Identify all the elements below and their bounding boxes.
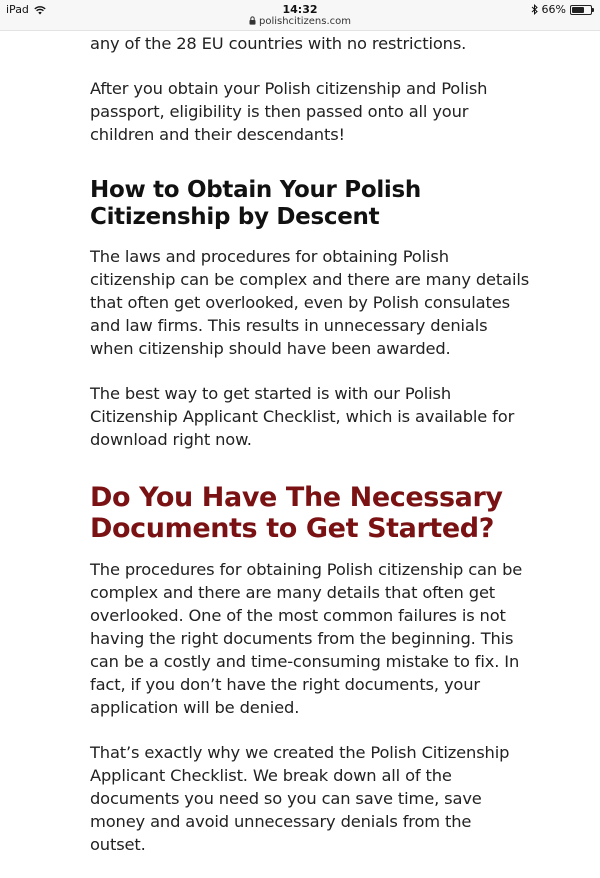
- best-way-paragraph: The best way to get started is with our Polish Citizenship Applicant Checklist, which is available for download right now.: [90, 384, 515, 449]
- url-text: polishcitizens.com: [258, 16, 352, 27]
- checklist-paragraph: That’s exactly why we created the Polish Citizenship Applicant Checklist. We break down all of the documents you need so you can save time, save money and avoid unnecessary denials from the outset.: [90, 743, 510, 854]
- lock-icon: [249, 16, 256, 25]
- device-name: iPad: [6, 3, 29, 16]
- status-bar: [0, 0, 600, 31]
- bluetooth-icon: [531, 4, 538, 15]
- descendants-paragraph: After you obtain your Polish citizenship and Polish passport, eligibility is then passed onto all your children and their descendants!: [90, 79, 488, 144]
- address-bar[interactable]: [0, 16, 600, 27]
- battery-percent: 66%: [541, 3, 566, 16]
- clock: 14:32: [282, 3, 318, 16]
- documents-heading: Do You Have The Necessary Documents to Get Started?: [90, 482, 503, 544]
- laws-paragraph: The laws and procedures for obtaining Polish citizenship can be complex and there are many details that often get overlooked, even by Polish consulates and law firms. This results in unnecessary denials when citizenship should have been awarded.: [90, 247, 530, 358]
- procedures-paragraph: The procedures for obtaining Polish citizenship can be complex and there are many details that often get overlooked. One of the most common failures is not having the right documents from the beginning. This can be a costly and time-consuming mistake to fix. In fact, if you don’t have the right documents, your application will be denied.: [90, 560, 523, 717]
- article-content: [90, 32, 530, 878]
- intro-tail-paragraph: any of the 28 EU countries with no restrictions.: [90, 34, 467, 53]
- obtain-citizenship-heading: How to Obtain Your Polish Citizenship by Descent: [90, 177, 421, 230]
- status-right: [531, 3, 592, 16]
- battery-fill: [572, 7, 584, 13]
- battery-icon: [570, 5, 592, 15]
